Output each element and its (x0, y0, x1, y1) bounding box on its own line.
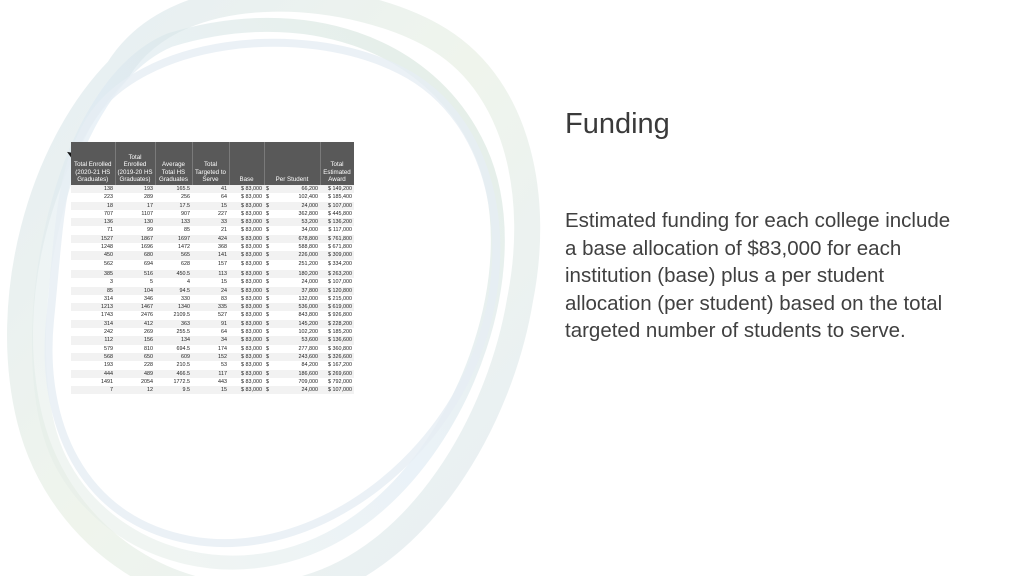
table-cell: 1867 (115, 235, 155, 243)
table-cell: 193 (71, 361, 115, 369)
table-cell: 15 (192, 202, 229, 210)
dollar-sign: $ (266, 270, 269, 277)
dollar-sign: $ (266, 235, 269, 242)
table-cell: 94.5 (155, 287, 192, 295)
per-student-cell (264, 370, 320, 378)
table-cell: 2476 (115, 311, 155, 319)
per-student-value: 362,800 (298, 210, 318, 217)
table-cell: 385 (71, 269, 115, 278)
table-cell: $ 83,000 (229, 361, 264, 369)
table-row (71, 269, 354, 278)
per-student-value: 24,000 (301, 387, 318, 394)
table-row (71, 386, 354, 394)
table-cell: $ 83,000 (229, 210, 264, 218)
per-student-value: 24,000 (301, 202, 318, 209)
table-cell: $ 107,000 (320, 202, 354, 210)
table-cell: 223 (71, 193, 115, 201)
table-cell: 99 (115, 226, 155, 234)
table-cell: 157 (192, 260, 229, 269)
per-student-value: 277,800 (298, 345, 318, 352)
per-student-cell (264, 295, 320, 303)
dollar-sign: $ (266, 252, 269, 259)
funding-table (71, 142, 354, 394)
table-cell: $ 83,000 (229, 378, 264, 386)
table-cell: 242 (71, 328, 115, 336)
table-cell: 4 (155, 278, 192, 286)
per-student-cell (264, 320, 320, 328)
per-student-cell (264, 202, 320, 210)
per-student-value: 24,000 (301, 279, 318, 286)
per-student-cell (264, 251, 320, 259)
table-cell: 489 (115, 370, 155, 378)
table-cell: 33 (192, 218, 229, 226)
per-student-value: 145,200 (298, 320, 318, 327)
table-cell: 64 (192, 193, 229, 201)
per-student-cell (264, 235, 320, 243)
table-cell: 1340 (155, 303, 192, 311)
table-row (71, 320, 354, 328)
table-cell: 694 (115, 260, 155, 269)
table-cell: 174 (192, 345, 229, 353)
table-row (71, 218, 354, 226)
dollar-sign: $ (266, 219, 269, 226)
dollar-sign: $ (266, 186, 269, 192)
dollar-sign: $ (266, 353, 269, 360)
table-cell: 444 (71, 370, 115, 378)
table-cell: 269 (115, 328, 155, 336)
table-cell: 53 (192, 361, 229, 369)
per-student-cell (264, 260, 320, 269)
table-cell: $ 619,000 (320, 303, 354, 311)
table-cell: 41 (192, 185, 229, 193)
table-cell: 228 (115, 361, 155, 369)
per-student-value: 678,800 (298, 235, 318, 242)
dollar-sign: $ (266, 194, 269, 201)
dollar-sign: $ (266, 345, 269, 352)
table-cell: $ 228,200 (320, 320, 354, 328)
per-student-cell (264, 361, 320, 369)
table-cell: 113 (192, 269, 229, 278)
table-cell: 443 (192, 378, 229, 386)
table-cell: 134 (155, 336, 192, 344)
table-row (71, 287, 354, 295)
table-cell: $ 185,200 (320, 328, 354, 336)
dollar-sign: $ (266, 279, 269, 286)
slide-body-text: Estimated funding for each college include a base allocation of $83,000 for each institution (base) plus a per student allocation (per student) based on the total targeted number of students to serve. (565, 209, 951, 343)
per-student-cell (264, 243, 320, 251)
col-header: Total Estimated Award (320, 142, 354, 185)
table-cell: 117 (192, 370, 229, 378)
dollar-sign: $ (266, 337, 269, 344)
table-cell: 609 (155, 353, 192, 361)
table-cell: $ 83,000 (229, 278, 264, 286)
per-student-value: 53,600 (301, 337, 318, 344)
per-student-value: 536,000 (298, 304, 318, 311)
table-row (71, 361, 354, 369)
table-cell: 112 (71, 336, 115, 344)
per-student-value: 102,200 (298, 329, 318, 336)
table-cell: $ 83,000 (229, 185, 264, 193)
table-cell: $ 83,000 (229, 269, 264, 278)
per-student-cell (264, 378, 320, 386)
table-row (71, 345, 354, 353)
table-cell: 424 (192, 235, 229, 243)
dollar-sign: $ (266, 227, 269, 234)
table-cell: 152 (192, 353, 229, 361)
table-header-row (71, 142, 354, 185)
dollar-sign: $ (266, 244, 269, 251)
dollar-sign: $ (266, 210, 269, 217)
table-cell: 17.5 (155, 202, 192, 210)
per-student-cell (264, 353, 320, 361)
table-row (71, 328, 354, 336)
table-cell: $ 83,000 (229, 295, 264, 303)
table-cell: 346 (115, 295, 155, 303)
table-cell: 17 (115, 202, 155, 210)
table-cell: 136 (71, 218, 115, 226)
table-cell: 562 (71, 260, 115, 269)
table-cell: $ 761,800 (320, 235, 354, 243)
table-cell: $ 83,000 (229, 336, 264, 344)
table-cell: $ 269,600 (320, 370, 354, 378)
per-student-value: 102,400 (298, 194, 318, 201)
per-student-value: 243,600 (298, 353, 318, 360)
table-row (71, 353, 354, 361)
table-cell: 565 (155, 251, 192, 259)
table-cell: 15 (192, 386, 229, 394)
table-cell: 314 (71, 295, 115, 303)
table-cell: 138 (71, 185, 115, 193)
per-student-cell (264, 193, 320, 201)
table-cell: 193 (115, 185, 155, 193)
table-cell: 165.5 (155, 185, 192, 193)
table-cell: $ 83,000 (229, 328, 264, 336)
table-cell: 104 (115, 287, 155, 295)
funding-table-image (71, 142, 354, 462)
table-cell: 3 (71, 278, 115, 286)
table-cell: 1213 (71, 303, 115, 311)
table-cell: 368 (192, 243, 229, 251)
table-cell: 1472 (155, 243, 192, 251)
table-row (71, 295, 354, 303)
table-cell: $ 263,200 (320, 269, 354, 278)
table-cell: 628 (155, 260, 192, 269)
per-student-value: 186,600 (298, 370, 318, 377)
table-cell: $ 83,000 (229, 260, 264, 269)
per-student-value: 66,200 (301, 186, 318, 192)
per-student-cell (264, 278, 320, 286)
table-cell: $ 215,000 (320, 295, 354, 303)
table-cell: $ 83,000 (229, 345, 264, 353)
table-cell: 1527 (71, 235, 115, 243)
table-cell: 2109.5 (155, 311, 192, 319)
dollar-sign: $ (266, 260, 269, 267)
table-cell: 156 (115, 336, 155, 344)
per-student-value: 132,000 (298, 295, 318, 302)
table-cell: 466.5 (155, 370, 192, 378)
table-cell: $ 83,000 (229, 386, 264, 394)
table-row (71, 336, 354, 344)
per-student-cell (264, 185, 320, 193)
col-header: Base (229, 142, 264, 185)
table-cell: 568 (71, 353, 115, 361)
table-cell: $ 83,000 (229, 287, 264, 295)
per-student-cell (264, 311, 320, 319)
dollar-sign: $ (266, 312, 269, 319)
table-cell: $ 107,000 (320, 386, 354, 394)
table-cell: $ 149,200 (320, 185, 354, 193)
table-cell: 133 (155, 218, 192, 226)
col-header: Total Enrolled (2019-20 HS Graduates) (115, 142, 155, 185)
table-cell: $ 360,800 (320, 345, 354, 353)
table-cell: 141 (192, 251, 229, 259)
per-student-value: 34,000 (301, 227, 318, 234)
slide-title: Funding (565, 108, 670, 140)
table-cell: $ 107,000 (320, 278, 354, 286)
table-cell: 34 (192, 336, 229, 344)
table-cell: 314 (71, 320, 115, 328)
table-cell: 85 (155, 226, 192, 234)
table-cell: $ 136,600 (320, 336, 354, 344)
table-cell: 83 (192, 295, 229, 303)
per-student-value: 226,000 (298, 252, 318, 259)
table-cell: $ 83,000 (229, 235, 264, 243)
table-cell: 12 (115, 386, 155, 394)
table-cell: 255.5 (155, 328, 192, 336)
table-cell: $ 185,400 (320, 193, 354, 201)
table-cell: $ 83,000 (229, 243, 264, 251)
dollar-sign: $ (266, 295, 269, 302)
table-cell: 9.5 (155, 386, 192, 394)
table-cell: 71 (71, 226, 115, 234)
per-student-value: 53,200 (301, 219, 318, 226)
table-cell: 91 (192, 320, 229, 328)
table-cell: $ 445,800 (320, 210, 354, 218)
table-cell: 650 (115, 353, 155, 361)
table-cell: 1697 (155, 235, 192, 243)
table-cell: $ 136,200 (320, 218, 354, 226)
per-student-value: 709,000 (298, 378, 318, 385)
per-student-value: 843,800 (298, 312, 318, 319)
table-cell: 1696 (115, 243, 155, 251)
table-cell: 680 (115, 251, 155, 259)
table-cell: 64 (192, 328, 229, 336)
table-cell: $ 926,800 (320, 311, 354, 319)
per-student-cell (264, 226, 320, 234)
dollar-sign: $ (266, 378, 269, 385)
table-cell: 21 (192, 226, 229, 234)
table-cell: 85 (71, 287, 115, 295)
col-header: Total Enrolled (2020-21 HS Graduates) (71, 142, 115, 185)
table-cell: 5 (115, 278, 155, 286)
table-cell: 707 (71, 210, 115, 218)
table-row (71, 311, 354, 319)
table-cell: 1467 (115, 303, 155, 311)
table-cell: 24 (192, 287, 229, 295)
per-student-cell (264, 269, 320, 278)
table-row (71, 370, 354, 378)
per-student-cell (264, 345, 320, 353)
table-cell: 363 (155, 320, 192, 328)
per-student-value: 84,200 (301, 362, 318, 369)
table-row (71, 378, 354, 386)
dollar-sign: $ (266, 287, 269, 294)
table-cell: 1248 (71, 243, 115, 251)
table-cell: $ 334,200 (320, 260, 354, 269)
table-cell: 579 (71, 345, 115, 353)
table-cell: $ 83,000 (229, 311, 264, 319)
table-cell: $ 83,000 (229, 320, 264, 328)
dollar-sign: $ (266, 362, 269, 369)
col-header: Per Student (264, 142, 320, 185)
table-cell: 527 (192, 311, 229, 319)
table-cell: 15 (192, 278, 229, 286)
per-student-value: 180,200 (298, 270, 318, 277)
per-student-cell (264, 386, 320, 394)
dollar-sign: $ (266, 202, 269, 209)
table-cell: $ 83,000 (229, 303, 264, 311)
table-row (71, 193, 354, 201)
table-row (71, 260, 354, 269)
table-cell: 450 (71, 251, 115, 259)
table-cell: $ 309,000 (320, 251, 354, 259)
dollar-sign: $ (266, 304, 269, 311)
table-cell: $ 83,000 (229, 202, 264, 210)
table-cell: 210.5 (155, 361, 192, 369)
table-cell: $ 120,800 (320, 287, 354, 295)
table-row (71, 251, 354, 259)
table-cell: $ 83,000 (229, 218, 264, 226)
table-row (71, 185, 354, 193)
table-cell: 516 (115, 269, 155, 278)
table-cell: $ 167,200 (320, 361, 354, 369)
table-row (71, 210, 354, 218)
per-student-cell (264, 303, 320, 311)
table-row (71, 202, 354, 210)
table-row (71, 226, 354, 234)
dollar-sign: $ (266, 329, 269, 336)
table-cell: 130 (115, 218, 155, 226)
table-cell: 18 (71, 202, 115, 210)
per-student-cell (264, 210, 320, 218)
table-cell: 810 (115, 345, 155, 353)
per-student-cell (264, 336, 320, 344)
table-cell: $ 83,000 (229, 370, 264, 378)
table-cell: $ 83,000 (229, 251, 264, 259)
table-cell: 450.5 (155, 269, 192, 278)
table-cell: $ 671,800 (320, 243, 354, 251)
table-cell: 256 (155, 193, 192, 201)
col-header: Total Targeted to Serve (192, 142, 229, 185)
table-cell: $ 117,000 (320, 226, 354, 234)
table-cell: $ 792,000 (320, 378, 354, 386)
table-cell: $ 83,000 (229, 353, 264, 361)
table-cell: 7 (71, 386, 115, 394)
table-cell: 412 (115, 320, 155, 328)
table-cell: 694.5 (155, 345, 192, 353)
per-student-cell (264, 218, 320, 226)
table-row (71, 303, 354, 311)
table-cell: 1743 (71, 311, 115, 319)
per-student-value: 251,200 (298, 260, 318, 267)
table-cell: $ 83,000 (229, 193, 264, 201)
per-student-cell (264, 287, 320, 295)
table-cell: $ 326,600 (320, 353, 354, 361)
table-cell: 907 (155, 210, 192, 218)
table-cell: $ 83,000 (229, 226, 264, 234)
dollar-sign: $ (266, 320, 269, 327)
table-cell: 1772.5 (155, 378, 192, 386)
table-row (71, 278, 354, 286)
table-row (71, 243, 354, 251)
dollar-sign: $ (266, 387, 269, 394)
per-student-value: 37,800 (301, 287, 318, 294)
per-student-cell (264, 328, 320, 336)
per-student-value: 588,800 (298, 244, 318, 251)
table-cell: 330 (155, 295, 192, 303)
table-cell: 2054 (115, 378, 155, 386)
table-cell: 289 (115, 193, 155, 201)
dollar-sign: $ (266, 370, 269, 377)
table-cell: 1107 (115, 210, 155, 218)
table-cell: 227 (192, 210, 229, 218)
table-cell: 1491 (71, 378, 115, 386)
table-cell: 335 (192, 303, 229, 311)
col-header: Average Total HS Graduates (155, 142, 192, 185)
table-row (71, 235, 354, 243)
